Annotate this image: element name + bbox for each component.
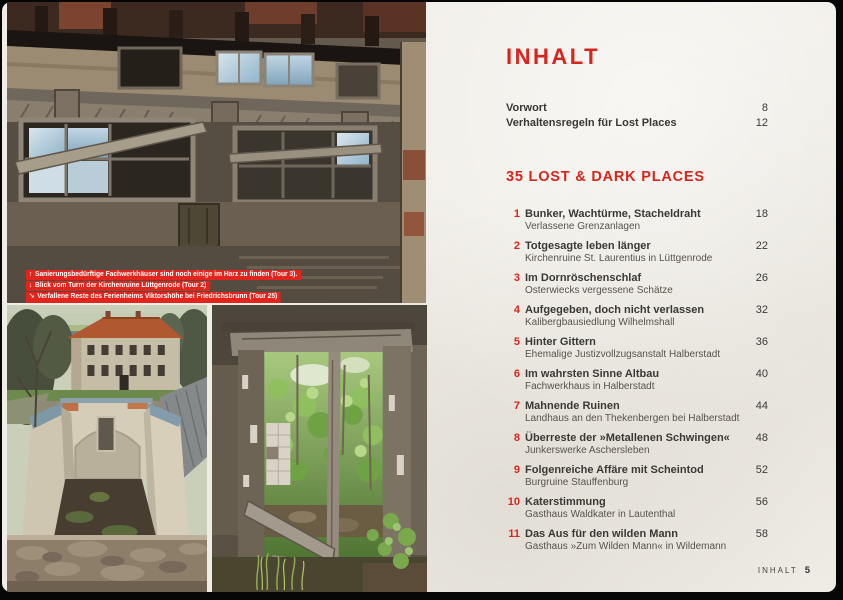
photo-tower-view-ruin [7,305,207,592]
entry-subtitle: Gasthaus Waldkater in Lautenthal [525,509,676,520]
entry-page: 22 [755,240,768,252]
entry-title: Bunker, Wachtürme, Stacheldraht [525,208,701,220]
entry-subtitle: Verlassene Grenzanlagen [525,221,641,232]
entry-title: Mahnende Ruinen [525,400,620,412]
front-matter-row [506,116,768,131]
front-matter-label: Vorwort [506,102,547,114]
entry-title: Aufgegeben, doch nicht verlassen [525,304,705,316]
entry-subtitle: Kirchenruine St. Laurentius in Lüttgenrode [525,253,713,264]
entry-number: 4 [513,304,520,316]
photo-ruin-window [212,305,427,592]
entry-page: 48 [755,432,768,444]
toc-entry [506,368,768,393]
entry-title: Katerstimmung [525,496,606,508]
entry-subtitle: Burgruine Stauffenburg [525,477,629,488]
toc-entry [506,304,768,329]
photo-fachwerk-facade [7,2,426,303]
entry-number: 3 [513,272,520,284]
entry-subtitle: Gasthaus »Zum Wilden Mann« in Wildemann [525,541,727,552]
toc-entry [506,432,768,457]
front-matter-page: 8 [761,102,768,114]
down-arrow-icon: ↓ [28,282,33,290]
toc-page [506,2,768,560]
page-footer [758,565,810,576]
entry-subtitle: Kalibergbausiedlung Wilhelmshall [525,317,675,328]
entry-page: 32 [755,304,768,316]
toc-entry [506,496,768,521]
entry-number: 5 [513,336,520,348]
entry-number: 7 [513,400,520,412]
entry-number: 9 [513,464,520,476]
entry-number: 1 [513,208,520,220]
entry-page: 56 [755,496,768,508]
page-title: INHALT [506,44,601,69]
toc-entry [506,272,768,297]
entry-title: Im wahrsten Sinne Altbau [525,368,660,380]
entry-number: 2 [513,240,520,252]
caption-text: Blick vom Turm der Kirchenruine Lüttgenrode (Tour 2) [35,282,207,290]
entry-title: Hinter Gittern [525,336,596,348]
entry-title: Im Dornröschenschlaf [525,272,642,284]
entry-page: 26 [755,272,768,284]
front-matter-label: Verhaltensregeln für Lost Places [506,116,677,129]
book-spread [2,2,836,592]
caption-ruin-window [26,292,281,302]
front-matter-page: 12 [755,116,768,129]
caption-text: Verfallene Reste des Ferienheims Viktorshöhe bei Friedrichsbrunn (Tour 25) [37,293,278,301]
toc-entry [506,336,768,361]
entry-page: 52 [755,464,768,476]
toc-entry [506,400,768,425]
entry-page: 36 [755,336,768,348]
caption-text: Sanierungsbedürftige Fachwerkhäuser sind noch einige im Harz zu finden (Tour 3). [35,271,298,278]
front-matter-row [506,101,768,116]
entry-subtitle: Fachwerkhaus in Halberstadt [525,381,655,392]
up-arrow-icon: ↑ [28,271,33,278]
entry-number: 11 [508,528,520,540]
footer-section-label: INHALT [757,566,798,575]
entry-page: 18 [755,208,768,220]
entry-subtitle: Ehemalige Justizvollzugsanstalt Halberstadt [525,349,721,360]
entry-title: Das Aus für den wilden Mann [525,528,678,540]
entry-subtitle: Landhaus an den Thekenbergen bei Halberstadt [525,413,740,424]
photo-captions [26,270,316,303]
down-right-arrow-icon: ↘ [28,293,35,301]
entry-subtitle: Osterwiecks vergessene Schätze [525,285,673,296]
entry-number: 6 [513,368,520,380]
front-matter [506,101,768,130]
section-title: 35 LOST & DARK PLACES [506,169,705,185]
entry-title: Überreste der »Metallenen Schwingen« [525,432,730,444]
entry-page: 58 [755,528,768,540]
toc-entry [506,208,768,233]
entry-title: Totgesagte leben länger [525,240,651,252]
entry-page: 40 [755,368,768,380]
toc-entry [506,240,768,265]
entry-subtitle: Junkerswerke Aschersleben [525,445,650,456]
entry-page: 44 [755,400,768,412]
footer-page-number: 5 [804,565,810,576]
entry-number: 10 [507,496,520,508]
caption-tower-view [26,281,210,291]
toc-entry [506,464,768,489]
toc-entry [506,528,768,553]
toc-entries [506,208,768,553]
caption-fachwerk [26,270,301,280]
entry-number: 8 [513,432,520,444]
entry-title: Folgenreiche Affäre mit Scheintod [525,464,704,476]
